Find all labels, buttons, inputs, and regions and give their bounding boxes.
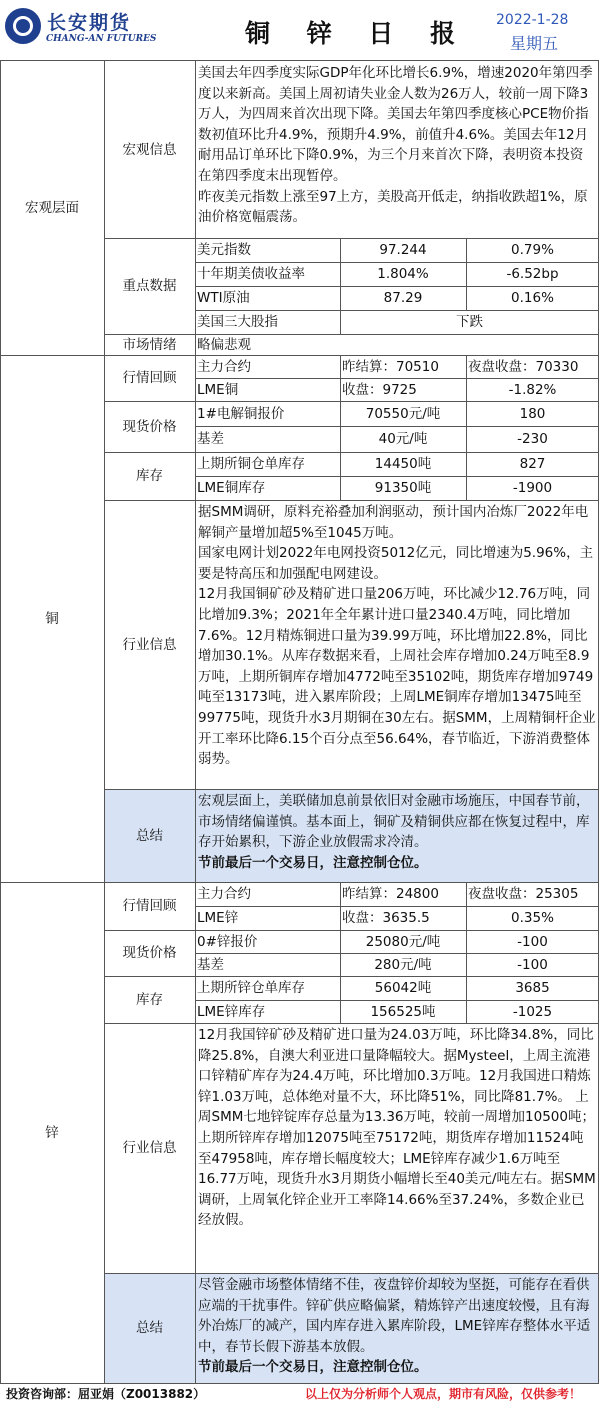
macro-info-label: 宏观信息 xyxy=(122,141,177,158)
zinc-lme: LME锌 xyxy=(197,910,239,926)
copper-industry-paragraph: 据SMM调研，原料充裕叠加利润驱动，预计国内冶炼厂2022年电解铜产量增加超5%至1045万吨。 xyxy=(198,504,589,541)
macro-info-text xyxy=(195,61,599,238)
copper-spot-label: 现货价格 xyxy=(122,418,177,435)
sentiment-label: 市场情绪 xyxy=(122,336,177,353)
key-data-name: 十年期美债收益率 xyxy=(197,266,305,282)
key-data-value: 97.244 xyxy=(379,242,427,258)
key-data-label: 重点数据 xyxy=(122,278,177,294)
zinc-lme-stock-change: -1025 xyxy=(512,1003,553,1020)
table-rule xyxy=(104,452,599,453)
zinc-summary-text xyxy=(195,1273,599,1383)
zinc-spot-name: 0#锌报价 xyxy=(197,933,258,950)
section-copper: 铜 xyxy=(45,610,59,627)
table-rule xyxy=(0,60,1,1384)
key-data-name: 美元指数 xyxy=(197,242,251,258)
key-data-change: 0.16% xyxy=(511,290,554,306)
copper-shfe-change: 827 xyxy=(519,456,546,472)
copper-lme-stock-change: -1900 xyxy=(512,480,553,496)
zinc-shfe-stock: 上期所锌仓单库存 xyxy=(197,980,305,996)
copper-prev-settle: 昨结算：70510 xyxy=(342,358,439,375)
table-rule xyxy=(340,238,341,334)
report-title: 铜 锌 日 报 xyxy=(245,19,470,48)
table-rule xyxy=(195,476,599,477)
report-header xyxy=(0,0,599,60)
copper-spot-change: 180 xyxy=(519,405,546,422)
macro-info-paragraph: 昨夜美元指数上涨至97上方，美股高开低走，纳指收跌超1%，原油价格宽幅震荡。 xyxy=(198,188,588,226)
key-data-name: WTI原油 xyxy=(197,290,250,306)
zinc-spot-price: 25080元/吨 xyxy=(365,933,441,950)
table-rule xyxy=(104,334,599,335)
zinc-market-label: 行情回顾 xyxy=(122,898,177,914)
copper-spot-price: 70550元/吨 xyxy=(365,405,441,422)
key-data-change: 0.79% xyxy=(511,242,554,258)
zinc-main-contract: 主力合约 xyxy=(197,886,251,902)
copper-shfe-value: 14450吨 xyxy=(374,456,432,472)
copper-lme-stock-value: 91350吨 xyxy=(374,480,432,496)
table-rule xyxy=(0,882,599,883)
table-rule xyxy=(0,355,599,356)
footer-contact: 投资咨询部：屈亚娟（Z0013882） xyxy=(6,1387,206,1401)
zinc-summary-label: 总结 xyxy=(104,1273,195,1383)
table-rule xyxy=(104,789,599,790)
zinc-summary-warning: 节前最后一个交易日，注意控制仓位。 xyxy=(198,1359,428,1376)
zinc-spot-change: -100 xyxy=(517,933,548,950)
copper-spot-name: 1#电解铜报价 xyxy=(197,405,285,422)
copper-basis-change: -230 xyxy=(517,431,548,447)
copper-market-label: 行情回顾 xyxy=(122,370,177,386)
copper-basis: 基差 xyxy=(197,431,224,447)
zinc-spot-label: 现货价格 xyxy=(122,945,177,961)
key-data-change: -6.52bp xyxy=(506,266,559,282)
copper-main-contract: 主力合约 xyxy=(197,358,251,375)
logo-english-name: CHANG-AN FUTURES xyxy=(46,34,157,44)
table-rule xyxy=(104,500,599,501)
table-rule xyxy=(104,1023,599,1024)
company-logo-icon xyxy=(5,8,41,44)
copper-lme-stock: LME铜库存 xyxy=(197,480,266,496)
zinc-basis: 基差 xyxy=(197,956,224,973)
copper-summary-label: 总结 xyxy=(104,789,195,882)
report-date: 2022-1-28 xyxy=(496,12,569,28)
table-rule xyxy=(340,355,341,500)
table-rule xyxy=(195,286,599,287)
zinc-night-close: 夜盘收盘：25305 xyxy=(468,886,579,902)
table-rule xyxy=(340,882,341,1023)
zinc-basis-change: -100 xyxy=(517,956,548,973)
table-rule xyxy=(104,976,599,977)
stock-indices-name: 美国三大股指 xyxy=(197,314,278,330)
copper-industry-text xyxy=(195,500,599,789)
copper-summary-warning: 节前最后一个交易日，注意控制仓位。 xyxy=(198,854,428,871)
table-rule xyxy=(195,906,599,907)
copper-lme: LME铜 xyxy=(197,381,239,398)
table-rule xyxy=(195,310,599,311)
copper-stock-label: 库存 xyxy=(136,468,163,484)
copper-summary-text xyxy=(195,789,599,882)
report-weekday: 星期五 xyxy=(510,34,559,53)
footer-disclaimer: 以上仅为分析师个人观点，期市有风险，仅供参考！ xyxy=(305,1387,582,1401)
section-macro: 宏观层面 xyxy=(25,200,79,216)
macro-info-paragraph: 美国去年四季度实际GDP年化环比增长6.9%，增速2020年第四季度以来新高。美国上周初请失业金人数为26万人，较前一周下降3万人，为四周来首次出现下降。美国去年第四季度核心PCE物价指数初值环比升4.9%，预期升4.9%，前值升4.6%。美国去年12月耐用品订单环比下降0.9%，为三个月来首次下降，表明资本投资在第四季度末出现暂停。 xyxy=(198,65,593,184)
copper-industry-paragraph: 12月我国铜矿砂及精矿进口量206万吨，环比减少12.76万吨，同比增加9.3%；2021年全年累计进口量2340.4万吨，同比增加7.6%。12月精炼铜进口量为39.99万吨，环比增加22.8%，同比增加30.1%。从库存数据来看，上周社会库存增加0.24万吨至8.9万吨，上期所铜库存增加4772吨至35102吨，期货库存增加9749吨至13173吨，进入累库阶段；上周LME铜库存增加13475吨至99775吨，现货升水3月期铜在30左右。据SMM，上周精铜杆企业开工率环比降6.15个百分点至56.64%，春节临近，下游消费整体弱势。 xyxy=(198,586,596,768)
table-rule xyxy=(104,1273,599,1274)
table-rule xyxy=(466,355,467,500)
zinc-industry-label: 行业信息 xyxy=(122,1140,177,1156)
zinc-lme-stock-value: 156525吨 xyxy=(370,1003,436,1020)
table-rule xyxy=(466,238,467,310)
table-rule xyxy=(104,401,599,402)
copper-lme-change: -1.82% xyxy=(508,381,557,398)
copper-shfe-stock: 上期所铜仓单库存 xyxy=(197,456,305,472)
zinc-shfe-change: 3685 xyxy=(515,980,550,996)
zinc-lme-change: 0.35% xyxy=(511,910,554,926)
zinc-shfe-value: 56042吨 xyxy=(374,980,432,996)
zinc-basis-value: 280元/吨 xyxy=(374,956,432,973)
copper-industry-paragraph: 国家电网计划2022年电网投资5012亿元，同比增速为5.96%，主要是特高压和加强配电网建设。 xyxy=(198,545,594,582)
zinc-lme-stock: LME锌库存 xyxy=(197,1003,266,1020)
copper-summary-paragraph: 宏观层面上，美联储加息前景依旧对金融市场施压，中国春节前，市场情绪偏谨慎。基本面上，铜矿及精铜供应都在恢复过程中，库存开始累积，下游企业放假需求冷清。 xyxy=(198,793,590,851)
table-rule xyxy=(0,1383,599,1384)
table-rule xyxy=(195,60,196,1384)
table-rule xyxy=(195,1000,599,1001)
zinc-stock-label: 库存 xyxy=(136,991,163,1008)
key-data-value: 87.29 xyxy=(383,290,423,306)
copper-industry-label: 行业信息 xyxy=(122,636,177,653)
copper-lme-close: 收盘：9725 xyxy=(342,381,417,398)
table-rule xyxy=(195,378,599,379)
table-rule xyxy=(0,60,599,61)
table-rule xyxy=(104,60,105,1384)
stock-indices-value: 下跌 xyxy=(456,314,483,330)
section-zinc: 锌 xyxy=(45,1124,59,1141)
key-data-value: 1.804% xyxy=(377,266,429,282)
copper-basis-value: 40元/吨 xyxy=(378,431,428,447)
table-rule xyxy=(104,930,599,931)
table-rule xyxy=(195,426,599,427)
sentiment-value: 略偏悲观 xyxy=(197,336,251,353)
zinc-industry-text xyxy=(195,1023,599,1273)
zinc-summary-paragraph: 尽管金融市场整体情绪不佳，夜盘锌价却较为坚挺，可能存在看供应端的干扰事件。锌矿供应略偏紧，精炼锌产出速度较慢，且有海外冶炼厂的减产，国内库存进入累库阶段，LME锌库存整体水平适中，春节长假下游基本放假。 xyxy=(198,1277,591,1355)
table-rule xyxy=(466,882,467,1023)
zinc-prev-settle: 昨结算：24800 xyxy=(342,886,439,902)
copper-night-close: 夜盘收盘：70330 xyxy=(468,358,579,375)
table-rule xyxy=(195,262,599,263)
zinc-lme-close: 收盘：3635.5 xyxy=(342,910,430,926)
logo-chinese-name: 长安期货 xyxy=(47,12,132,34)
zinc-industry-paragraph: 12月我国锌矿砂及精矿进口量为24.03万吨，环比降34.8%，同比降25.8%，自澳大利亚进口量降幅较大。据Mysteel，上周主流港口锌精矿库存为24.4万吨，环比增加0.3万吨。12月我国进口精炼锌1.03万吨，总体绝对量不大，环比降51%，同比降81.7%。 上周SMM七地锌锭库存总量为13.36万吨，较前一周增加10500吨；上期所锌库存增加12075吨至75172吨，期货库存增加11524吨至47958吨，库存增长幅度较大；LME锌库存减少1.6万吨至16.77万吨，现货升水3月期货小幅增长至40美元/吨左右。据SMM调研，上周氧化锌企业开工率降14.66%至37.24%，多数企业已经放假。 xyxy=(198,1027,596,1229)
table-rule xyxy=(195,953,599,954)
table-rule xyxy=(104,238,599,239)
